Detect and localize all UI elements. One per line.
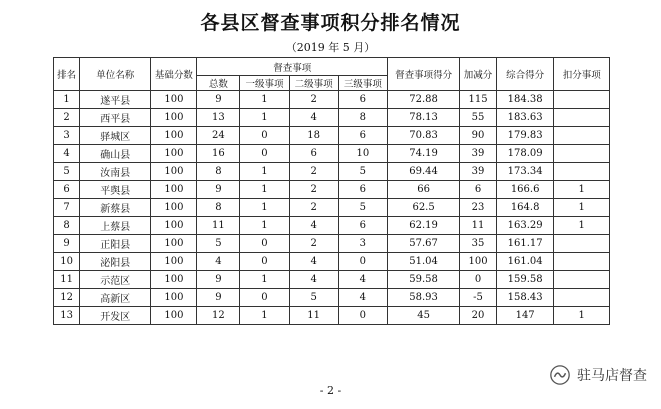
cell-composite: 163.29 bbox=[496, 217, 554, 235]
cell-l1: 1 bbox=[240, 307, 289, 325]
table-row bbox=[54, 181, 610, 199]
cell-score: 51.04 bbox=[387, 253, 459, 271]
header-level1: 一级事项 bbox=[240, 76, 289, 91]
cell-l1: 0 bbox=[240, 145, 289, 163]
cell-total: 16 bbox=[197, 145, 240, 163]
cell-base: 100 bbox=[151, 181, 197, 199]
cell-score: 58.93 bbox=[387, 289, 459, 307]
cell-unit: 高新区 bbox=[80, 289, 151, 307]
cell-deduct: 1 bbox=[554, 199, 610, 217]
table-row bbox=[54, 253, 610, 271]
cell-composite: 179.83 bbox=[496, 127, 554, 145]
cell-score: 78.13 bbox=[387, 109, 459, 127]
cell-base: 100 bbox=[151, 127, 197, 145]
cell-bonus: 100 bbox=[460, 253, 497, 271]
cell-l2: 18 bbox=[289, 127, 338, 145]
cell-rank: 1 bbox=[54, 91, 80, 109]
header-level2: 二级事项 bbox=[289, 76, 338, 91]
cell-deduct: 1 bbox=[554, 307, 610, 325]
cell-base: 100 bbox=[151, 271, 197, 289]
cell-composite: 173.34 bbox=[496, 163, 554, 181]
table-row bbox=[54, 217, 610, 235]
header-level3: 三级事项 bbox=[338, 76, 387, 91]
cell-rank: 13 bbox=[54, 307, 80, 325]
cell-base: 100 bbox=[151, 253, 197, 271]
cell-base: 100 bbox=[151, 109, 197, 127]
table-row bbox=[54, 163, 610, 181]
header-unit: 单位名称 bbox=[80, 58, 151, 91]
cell-unit: 遂平县 bbox=[80, 91, 151, 109]
cell-l1: 0 bbox=[240, 253, 289, 271]
cell-total: 5 bbox=[197, 235, 240, 253]
cell-rank: 12 bbox=[54, 289, 80, 307]
table-row bbox=[54, 127, 610, 145]
cell-total: 9 bbox=[197, 271, 240, 289]
cell-total: 8 bbox=[197, 163, 240, 181]
cell-l3: 4 bbox=[338, 271, 387, 289]
cell-base: 100 bbox=[151, 289, 197, 307]
cell-deduct bbox=[554, 91, 610, 109]
header-group: 督查事项 bbox=[197, 58, 388, 76]
cell-l3: 3 bbox=[338, 235, 387, 253]
cell-bonus: -5 bbox=[460, 289, 497, 307]
cell-bonus: 11 bbox=[460, 217, 497, 235]
cell-base: 100 bbox=[151, 91, 197, 109]
cell-l2: 2 bbox=[289, 235, 338, 253]
cell-score: 57.67 bbox=[387, 235, 459, 253]
cell-rank: 6 bbox=[54, 181, 80, 199]
cell-total: 12 bbox=[197, 307, 240, 325]
cell-composite: 158.43 bbox=[496, 289, 554, 307]
watermark-text: 驻马店督查 bbox=[577, 368, 647, 384]
cell-deduct bbox=[554, 289, 610, 307]
cell-l2: 2 bbox=[289, 91, 338, 109]
cell-deduct bbox=[554, 145, 610, 163]
cell-deduct bbox=[554, 253, 610, 271]
header-bonus: 加减分 bbox=[460, 58, 497, 91]
cell-rank: 3 bbox=[54, 127, 80, 145]
cell-composite: 147 bbox=[496, 307, 554, 325]
cell-bonus: 0 bbox=[460, 271, 497, 289]
cell-bonus: 35 bbox=[460, 235, 497, 253]
cell-composite: 166.6 bbox=[496, 181, 554, 199]
cell-unit: 正阳县 bbox=[80, 235, 151, 253]
cell-l1: 0 bbox=[240, 289, 289, 307]
cell-l1: 1 bbox=[240, 271, 289, 289]
cell-bonus: 39 bbox=[460, 145, 497, 163]
cell-l2: 4 bbox=[289, 253, 338, 271]
cell-l2: 6 bbox=[289, 145, 338, 163]
cell-l3: 6 bbox=[338, 91, 387, 109]
cell-rank: 10 bbox=[54, 253, 80, 271]
document-title: 各县区督查事项积分排名情况 bbox=[200, 12, 461, 34]
cell-l1: 1 bbox=[240, 163, 289, 181]
table-row bbox=[54, 235, 610, 253]
cell-composite: 184.38 bbox=[496, 91, 554, 109]
cell-l2: 2 bbox=[289, 199, 338, 217]
cell-l2: 4 bbox=[289, 217, 338, 235]
cell-total: 9 bbox=[197, 289, 240, 307]
cell-rank: 4 bbox=[54, 145, 80, 163]
cell-score: 74.19 bbox=[387, 145, 459, 163]
cell-l3: 5 bbox=[338, 199, 387, 217]
cell-unit: 示范区 bbox=[80, 271, 151, 289]
ranking-table bbox=[53, 57, 610, 325]
table-row bbox=[54, 307, 610, 325]
cell-composite: 164.8 bbox=[496, 199, 554, 217]
cell-total: 9 bbox=[197, 181, 240, 199]
cell-unit: 平舆县 bbox=[80, 181, 151, 199]
cell-composite: 161.04 bbox=[496, 253, 554, 271]
cell-deduct: 1 bbox=[554, 181, 610, 199]
cell-l1: 1 bbox=[240, 91, 289, 109]
cell-l2: 11 bbox=[289, 307, 338, 325]
table-row bbox=[54, 199, 610, 217]
cell-total: 9 bbox=[197, 91, 240, 109]
cell-l1: 1 bbox=[240, 181, 289, 199]
cell-l2: 2 bbox=[289, 163, 338, 181]
cell-l2: 4 bbox=[289, 109, 338, 127]
cell-total: 11 bbox=[197, 217, 240, 235]
cell-l3: 6 bbox=[338, 181, 387, 199]
cell-l2: 4 bbox=[289, 271, 338, 289]
cell-score: 62.19 bbox=[387, 217, 459, 235]
wechat-channel-icon bbox=[549, 364, 571, 386]
cell-unit: 驿城区 bbox=[80, 127, 151, 145]
cell-composite: 178.09 bbox=[496, 145, 554, 163]
cell-l1: 0 bbox=[240, 127, 289, 145]
cell-score: 72.88 bbox=[387, 91, 459, 109]
header-composite: 综合得分 bbox=[496, 58, 554, 91]
cell-total: 8 bbox=[197, 199, 240, 217]
cell-base: 100 bbox=[151, 145, 197, 163]
cell-bonus: 90 bbox=[460, 127, 497, 145]
cell-l2: 5 bbox=[289, 289, 338, 307]
header-base: 基础分数 bbox=[151, 58, 197, 91]
header-rank: 排名 bbox=[54, 58, 80, 91]
cell-composite: 161.17 bbox=[496, 235, 554, 253]
header-total: 总数 bbox=[197, 76, 240, 91]
cell-rank: 9 bbox=[54, 235, 80, 253]
cell-base: 100 bbox=[151, 199, 197, 217]
header-score: 督查事项得分 bbox=[387, 58, 459, 91]
table-row bbox=[54, 91, 610, 109]
header-deduct: 扣分事项 bbox=[554, 58, 610, 91]
cell-unit: 西平县 bbox=[80, 109, 151, 127]
cell-unit: 泌阳县 bbox=[80, 253, 151, 271]
cell-l3: 10 bbox=[338, 145, 387, 163]
cell-base: 100 bbox=[151, 217, 197, 235]
cell-bonus: 6 bbox=[460, 181, 497, 199]
cell-l3: 8 bbox=[338, 109, 387, 127]
cell-base: 100 bbox=[151, 235, 197, 253]
table-row bbox=[54, 271, 610, 289]
cell-l3: 0 bbox=[338, 307, 387, 325]
cell-bonus: 23 bbox=[460, 199, 497, 217]
cell-rank: 2 bbox=[54, 109, 80, 127]
cell-score: 66 bbox=[387, 181, 459, 199]
cell-rank: 8 bbox=[54, 217, 80, 235]
cell-l3: 4 bbox=[338, 289, 387, 307]
table-row bbox=[54, 109, 610, 127]
document-subtitle: （2019 年 5 月） bbox=[285, 41, 376, 54]
cell-deduct bbox=[554, 127, 610, 145]
cell-bonus: 20 bbox=[460, 307, 497, 325]
cell-score: 69.44 bbox=[387, 163, 459, 181]
cell-l1: 1 bbox=[240, 109, 289, 127]
cell-rank: 5 bbox=[54, 163, 80, 181]
cell-deduct bbox=[554, 163, 610, 181]
cell-l3: 0 bbox=[338, 253, 387, 271]
cell-deduct bbox=[554, 109, 610, 127]
table-row bbox=[54, 289, 610, 307]
cell-score: 70.83 bbox=[387, 127, 459, 145]
cell-bonus: 39 bbox=[460, 163, 497, 181]
cell-l3: 5 bbox=[338, 163, 387, 181]
cell-deduct bbox=[554, 235, 610, 253]
cell-unit: 上蔡县 bbox=[80, 217, 151, 235]
cell-l2: 2 bbox=[289, 181, 338, 199]
cell-deduct: 1 bbox=[554, 217, 610, 235]
cell-l1: 1 bbox=[240, 199, 289, 217]
page-number: - 2 - bbox=[319, 384, 342, 397]
cell-score: 59.58 bbox=[387, 271, 459, 289]
cell-rank: 11 bbox=[54, 271, 80, 289]
cell-base: 100 bbox=[151, 307, 197, 325]
cell-l1: 0 bbox=[240, 235, 289, 253]
table-row bbox=[54, 145, 610, 163]
cell-score: 45 bbox=[387, 307, 459, 325]
cell-composite: 183.63 bbox=[496, 109, 554, 127]
cell-l3: 6 bbox=[338, 127, 387, 145]
cell-unit: 汝南县 bbox=[80, 163, 151, 181]
cell-unit: 新蔡县 bbox=[80, 199, 151, 217]
cell-l1: 1 bbox=[240, 217, 289, 235]
cell-total: 4 bbox=[197, 253, 240, 271]
cell-score: 62.5 bbox=[387, 199, 459, 217]
cell-unit: 开发区 bbox=[80, 307, 151, 325]
cell-deduct bbox=[554, 271, 610, 289]
cell-total: 24 bbox=[197, 127, 240, 145]
cell-total: 13 bbox=[197, 109, 240, 127]
cell-bonus: 115 bbox=[460, 91, 497, 109]
watermark bbox=[549, 364, 647, 386]
cell-bonus: 55 bbox=[460, 109, 497, 127]
cell-rank: 7 bbox=[54, 199, 80, 217]
cell-l3: 6 bbox=[338, 217, 387, 235]
cell-base: 100 bbox=[151, 163, 197, 181]
cell-unit: 确山县 bbox=[80, 145, 151, 163]
cell-composite: 159.58 bbox=[496, 271, 554, 289]
